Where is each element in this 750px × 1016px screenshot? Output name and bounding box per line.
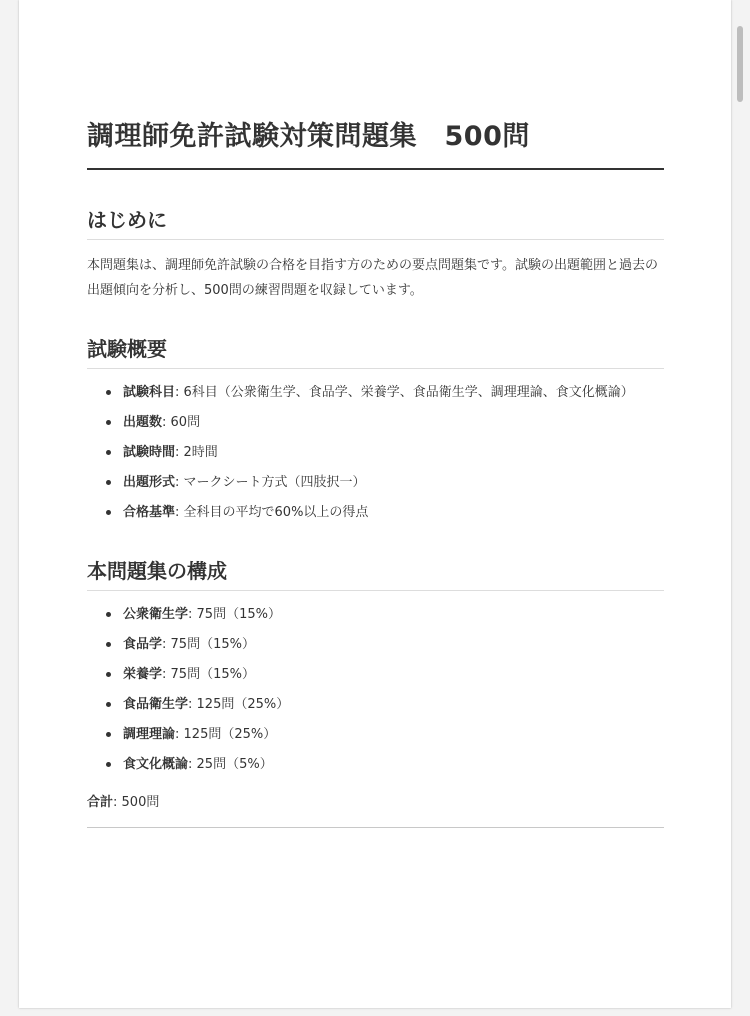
item-label: 出題数 bbox=[123, 415, 163, 430]
list-item bbox=[123, 501, 664, 525]
item-value: : 125問（25%） bbox=[175, 727, 277, 742]
item-label: 合格基準 bbox=[123, 505, 176, 520]
list-item bbox=[123, 471, 664, 495]
list-item bbox=[123, 441, 664, 465]
item-value: : 75問（15%） bbox=[162, 667, 255, 682]
scrollbar-thumb[interactable] bbox=[737, 26, 743, 102]
item-value: : 60問 bbox=[162, 415, 201, 430]
item-label: 公衆衛生学 bbox=[123, 607, 189, 622]
total-line bbox=[87, 791, 664, 815]
item-label: 食品衛生学 bbox=[123, 697, 189, 712]
list-item bbox=[123, 723, 664, 747]
item-value: : マークシート方式（四肢択一） bbox=[175, 475, 366, 490]
item-value: : 75問（15%） bbox=[188, 607, 281, 622]
overview-list bbox=[87, 381, 664, 525]
list-item bbox=[123, 753, 664, 777]
item-label: 調理理論 bbox=[123, 727, 176, 742]
section-divider bbox=[87, 827, 664, 828]
section-heading-intro: はじめに bbox=[87, 203, 664, 240]
item-label: 栄養学 bbox=[123, 667, 163, 682]
page-title: 調理師免許試験対策問題集 500問 bbox=[87, 112, 664, 170]
list-item bbox=[123, 633, 664, 657]
section-heading-overview: 試験概要 bbox=[87, 332, 664, 369]
item-value: : 2時間 bbox=[175, 445, 218, 460]
item-label: 出題形式 bbox=[123, 475, 176, 490]
section-heading-structure: 本問題集の構成 bbox=[87, 554, 664, 591]
item-value: : 6科目（公衆衛生学、食品学、栄養学、食品衛生学、調理理論、食文化概論） bbox=[175, 385, 634, 400]
list-item bbox=[123, 693, 664, 717]
list-item bbox=[123, 663, 664, 687]
list-item bbox=[123, 411, 664, 435]
list-item bbox=[123, 381, 664, 405]
item-label: 試験科目 bbox=[123, 385, 176, 400]
document-page bbox=[19, 0, 731, 1008]
intro-paragraph: 本問題集は、調理師免許試験の合格を目指す方のための要点問題集です。試験の出題範囲と過去の出題傾向を分析し、500問の練習問題を収録しています。 bbox=[87, 258, 658, 298]
structure-list bbox=[87, 603, 664, 777]
item-label: 試験時間 bbox=[123, 445, 176, 460]
item-label: 食品学 bbox=[123, 637, 163, 652]
document-content bbox=[87, 112, 664, 828]
item-label: 食文化概論 bbox=[123, 757, 189, 772]
total-value: : 500問 bbox=[113, 795, 160, 810]
item-value: : 125問（25%） bbox=[188, 697, 290, 712]
item-value: : 75問（15%） bbox=[162, 637, 255, 652]
item-value: : 25問（5%） bbox=[188, 757, 273, 772]
total-label: 合計 bbox=[87, 795, 114, 810]
item-value: : 全科目の平均で60%以上の得点 bbox=[175, 505, 369, 520]
list-item bbox=[123, 603, 664, 627]
